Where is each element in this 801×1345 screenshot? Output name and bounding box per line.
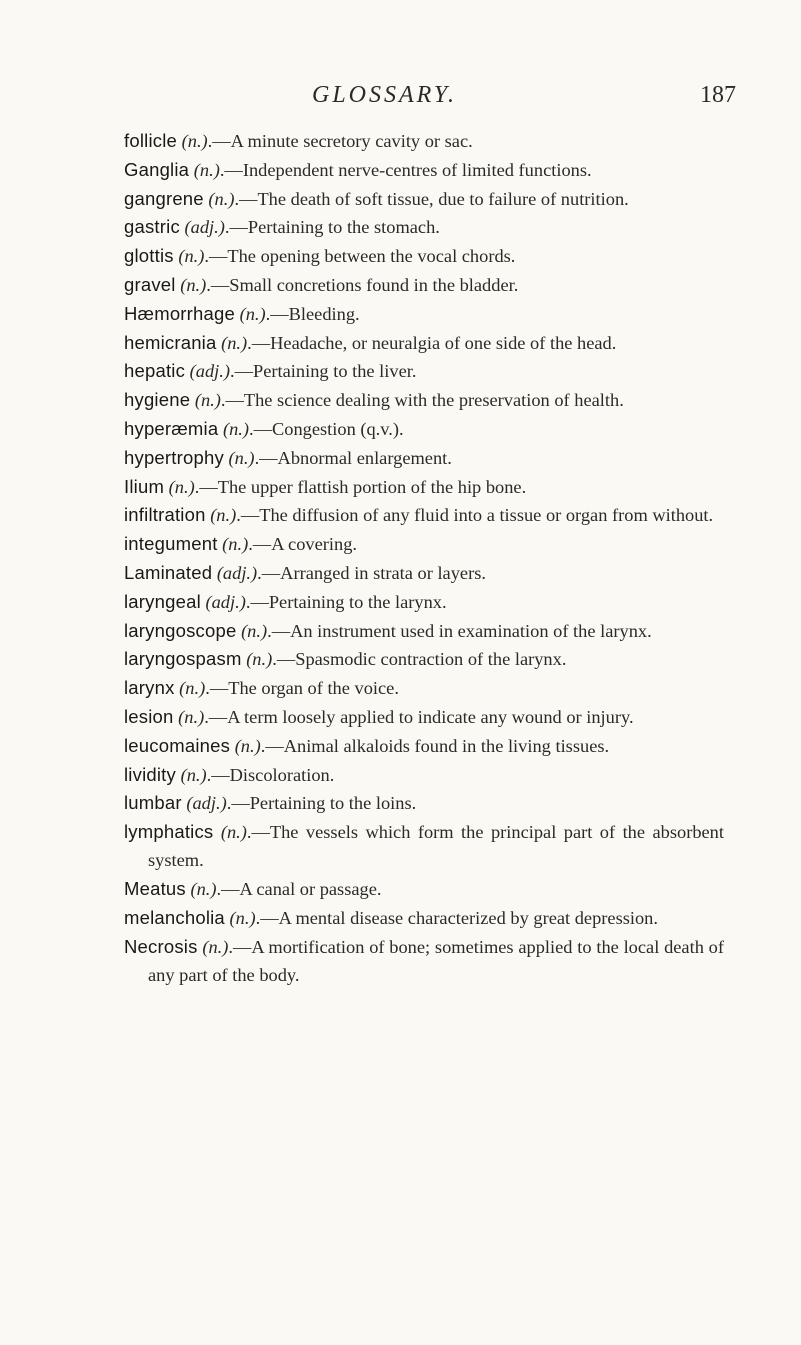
entry-part-of-speech: (n.) [239, 303, 266, 324]
entry-part-of-speech: (n.) [179, 678, 206, 699]
glossary-entry [124, 732, 724, 760]
entry-term: larynx [124, 677, 175, 699]
entry-part-of-speech: (n.) [178, 246, 205, 267]
entry-part-of-speech: (n.) [190, 878, 217, 899]
entry-definition: .—Discoloration. [206, 764, 335, 785]
entry-term: infiltration [124, 504, 206, 526]
entry-definition: .—Headache, or neuralgia of one side of the head. [247, 332, 617, 353]
glossary-entry [124, 904, 724, 932]
entry-term: laryngoscope [124, 619, 237, 641]
entry-part-of-speech: (adj.) [186, 793, 227, 814]
entry-part-of-speech: (n.) [180, 764, 207, 785]
entry-part-of-speech: (n.) [241, 620, 268, 641]
entry-part-of-speech: (adj.) [189, 361, 231, 382]
entry-term: gangrene [124, 187, 204, 209]
entry-part-of-speech: (n.) [193, 159, 220, 180]
entry-term: integument [124, 533, 218, 555]
entry-term: laryngeal [124, 590, 201, 612]
entry-part-of-speech: (n.) [246, 649, 273, 670]
glossary-entry [124, 559, 724, 587]
entry-part-of-speech: (n.) [181, 131, 208, 151]
entry-term: Meatus [124, 877, 186, 899]
entry-definition: .—Pertaining to the larynx. [245, 591, 447, 612]
entry-term: Laminated [124, 561, 213, 583]
entry-definition: .—The vessels which form the principal part of the absorbent system. [148, 822, 724, 871]
entry-part-of-speech: (n.) [222, 418, 249, 439]
glossary-entry [124, 329, 724, 357]
entry-part-of-speech: (n.) [221, 332, 248, 353]
entry-definition: .—Pertaining to the liver. [230, 361, 417, 382]
entry-definition: .—The science dealing with the preservation of health. [220, 390, 624, 411]
entry-definition: .—A mental disease characterized by great depression. [255, 907, 658, 928]
glossary-entry-list [124, 127, 724, 989]
entry-part-of-speech: (n.) [194, 390, 221, 411]
entry-part-of-speech: (adj.) [184, 217, 225, 238]
glossary-entry [124, 213, 724, 241]
entry-term: follicle [124, 130, 178, 151]
entry-part-of-speech: (adj.) [216, 562, 258, 583]
entry-definition: .—A term loosely applied to indicate any wound or injury. [204, 706, 634, 727]
entry-definition: .—Small concretions found in the bladder. [206, 274, 519, 295]
entry-term: gravel [124, 273, 176, 295]
entry-term: hemicrania [124, 331, 217, 353]
glossary-entry [124, 674, 724, 702]
entry-term: Ganglia [124, 158, 190, 180]
glossary-entry [124, 415, 724, 443]
entry-definition: .—Arranged in strata or layers. [257, 562, 486, 583]
running-head [0, 82, 801, 122]
glossary-entry [124, 127, 724, 155]
entry-definition: .—The diffusion of any fluid into a tissue or organ from without. [236, 505, 714, 526]
entry-definition: .—Pertaining to the stomach. [224, 217, 440, 238]
entry-definition: .—Animal alkaloids found in the living tissues. [260, 735, 610, 756]
glossary-entry [124, 156, 724, 184]
entry-part-of-speech: (n.) [178, 706, 205, 727]
entry-term: gastric [124, 216, 180, 238]
entry-term: hepatic [124, 360, 186, 382]
entry-part-of-speech: (n.) [222, 534, 249, 555]
glossary-entry [124, 818, 724, 874]
entry-definition: .—A covering. [248, 534, 357, 555]
glossary-entry [124, 789, 724, 817]
entry-term: Hæmorrhage [124, 302, 235, 324]
entry-term: hypertrophy [124, 446, 224, 468]
glossary-entry [124, 617, 724, 645]
entry-term: Ilium [124, 475, 165, 497]
entry-definition: .—A mortification of bone; sometimes applied to the local death of any part of the body. [148, 936, 724, 985]
entry-definition: .—Bleeding. [265, 303, 360, 324]
entry-definition: .—Congestion (q.v.). [249, 418, 404, 439]
glossary-entry [124, 444, 724, 472]
glossary-entry [124, 473, 724, 501]
entry-definition: .—Abnormal enlargement. [254, 447, 452, 468]
glossary-entry [124, 501, 724, 529]
entry-term: hygiene [124, 389, 191, 411]
entry-definition: .—Pertaining to the loins. [226, 793, 417, 814]
entry-definition: .—The upper flattish portion of the hip bone. [194, 476, 527, 497]
glossary-entry [124, 703, 724, 731]
entry-term: lesion [124, 705, 174, 727]
entry-term: lumbar [124, 792, 182, 814]
glossary-entry [124, 185, 724, 213]
glossary-entry [124, 645, 724, 673]
entry-part-of-speech: (n.) [168, 476, 195, 497]
entry-part-of-speech: (n.) [234, 735, 261, 756]
entry-part-of-speech: (n.) [202, 936, 229, 957]
entry-term: leucomaines [124, 734, 231, 756]
glossary-entry [124, 933, 724, 989]
entry-term: Necrosis [124, 935, 198, 957]
entry-part-of-speech: (n.) [220, 822, 247, 843]
glossary-entry [124, 761, 724, 789]
entry-part-of-speech: (n.) [180, 274, 207, 295]
entry-definition: .—Spasmodic contraction of the larynx. [272, 649, 567, 670]
entry-definition: .—The opening between the vocal chords. [204, 246, 516, 267]
glossary-entry [124, 588, 724, 616]
glossary-entry [124, 530, 724, 558]
page-number: 187 [700, 82, 736, 108]
entry-term: lymphatics [124, 821, 214, 843]
entry-part-of-speech: (n.) [228, 447, 255, 468]
running-head-title: GLOSSARY. [312, 82, 458, 108]
entry-term: glottis [124, 245, 174, 267]
entry-definition: .—The organ of the voice. [205, 678, 399, 699]
glossary-entry [124, 875, 724, 903]
glossary-entry [124, 386, 724, 414]
entry-definition: .—A minute secretory cavity or sac. [207, 131, 473, 151]
entry-term: lividity [124, 763, 176, 785]
glossary-entry [124, 271, 724, 299]
glossary-entry [124, 300, 724, 328]
glossary-entry [124, 357, 724, 385]
entry-term: hyperæmia [124, 417, 219, 439]
entry-definition: .—An instrument used in examination of the larynx. [267, 620, 652, 641]
entry-definition: .—The death of soft tissue, due to failure of nutrition. [234, 188, 629, 209]
entry-definition: .—A canal or passage. [216, 878, 382, 899]
entry-part-of-speech: (n.) [229, 907, 256, 928]
glossary-entry [124, 242, 724, 270]
entry-term: laryngospasm [124, 648, 242, 670]
entry-definition: .—Independent nerve-centres of limited functions. [219, 159, 592, 180]
entry-part-of-speech: (adj.) [205, 591, 246, 612]
entry-term: melancholia [124, 906, 225, 928]
entry-part-of-speech: (n.) [208, 188, 235, 209]
entry-part-of-speech: (n.) [210, 505, 237, 526]
